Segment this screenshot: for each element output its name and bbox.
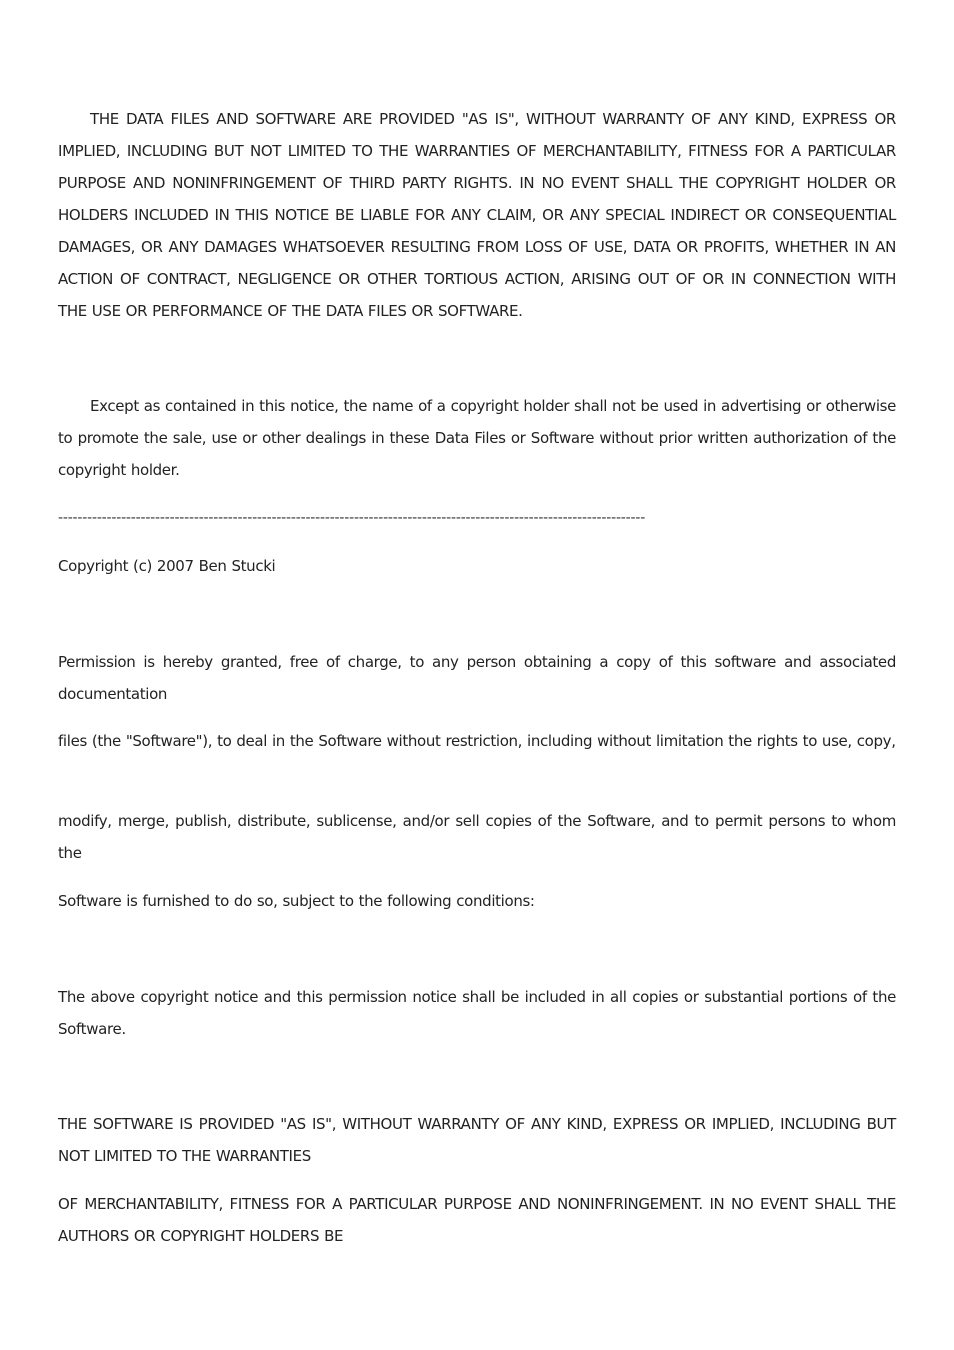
permission-paragraph-3: modify, merge, publish, distribute, sublicense, and/or sell copies of the Software, and to permit persons to whom the bbox=[58, 812, 896, 862]
permission-paragraph-4: Software is furnished to do so, subject to the following conditions: bbox=[58, 892, 535, 910]
warranty-software-paragraph-2: OF MERCHANTABILITY, FITNESS FOR A PARTICULAR PURPOSE AND NONINFRINGEMENT. IN NO EVENT SHALL THE AUTHORS OR COPYRIGHT HOLDERS BE bbox=[58, 1195, 896, 1245]
warranty-data-files-paragraph: THE DATA FILES AND SOFTWARE ARE PROVIDED "AS IS", WITHOUT WARRANTY OF ANY KIND, EXPRESS OR IMPLIED, INCLUDING BUT NOT LIMITED TO THE WARRANTIES OF MERCHANTABILITY, FITNESS FOR A PARTICULAR PURPOSE AND NONINFRINGEMENT OF THIRD PARTY RIGHTS. IN NO EVENT SHALL THE COPYRIGHT HOLDER OR HOLDERS INCLUDED IN THIS NOTICE BE LIABLE FOR ANY CLAIM, OR ANY SPECIAL INDIRECT OR CONSEQUENTIAL DAMAGES, OR ANY DAMAGES WHATSOEVER RESULTING FROM LOSS OF USE, DATA OR PROFITS, WHETHER IN AN ACTION OF CONTRACT, NEGLIGENCE OR OTHER TORTIOUS ACTION, ARISING OUT OF OR IN CONNECTION WITH THE USE OR PERFORMANCE OF THE DATA FILES OR SOFTWARE. bbox=[58, 110, 896, 320]
copyright-line: Copyright (c) 2007 Ben Stucki bbox=[58, 557, 276, 575]
warranty-software-paragraph-1: THE SOFTWARE IS PROVIDED "AS IS", WITHOUT WARRANTY OF ANY KIND, EXPRESS OR IMPLIED, INCLUDING BUT NOT LIMITED TO THE WARRANTIES bbox=[58, 1115, 896, 1165]
separator-line: ------------------------------------------------------------------------------------------------------------------------- bbox=[58, 510, 646, 526]
above-notice-paragraph: The above copyright notice and this permission notice shall be included in all copies or substantial portions of the Software. bbox=[58, 988, 896, 1038]
permission-paragraph-1: Permission is hereby granted, free of charge, to any person obtaining a copy of this software and associated documentation bbox=[58, 653, 896, 703]
permission-paragraph-2: files (the "Software"), to deal in the Software without restriction, including without limitation the rights to use, copy, bbox=[58, 732, 896, 750]
except-notice-paragraph: Except as contained in this notice, the name of a copyright holder shall not be used in advertising or otherwise to promote the sale, use or other dealings in these Data Files or Software without prior written authorization of the copyright holder. bbox=[58, 397, 896, 479]
